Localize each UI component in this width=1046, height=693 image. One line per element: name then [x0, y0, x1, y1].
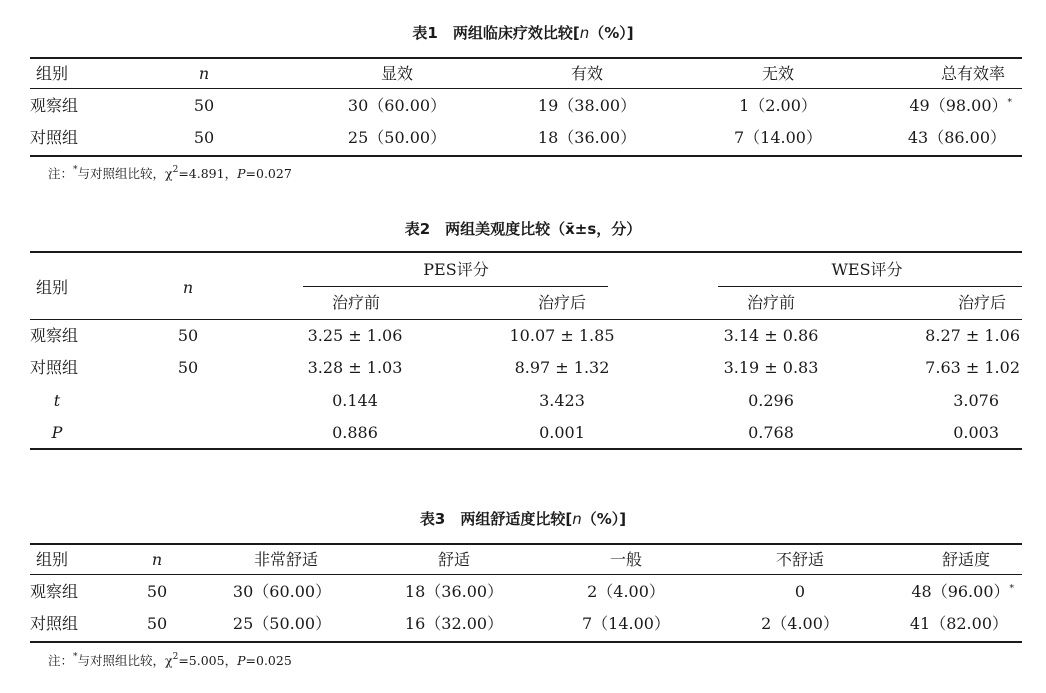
table2-cell: 3.14 ± 0.86	[723, 326, 819, 345]
table2-header-wes-before: 治疗前	[746, 293, 796, 312]
table3-note: 注：*与对照组比较，$\chi^2=5.005$，P=0.025	[48, 652, 292, 668]
table3-caption: 表3 两组舒适度比较[n（%）]	[419, 510, 627, 528]
table3-cell: 18（36.00）	[404, 582, 504, 601]
table2-cell: 3.423	[539, 391, 585, 410]
table1-cell: 30（60.00）	[347, 96, 447, 115]
table3-cell: 观察组	[30, 582, 79, 601]
significance-mark: *	[1007, 98, 1012, 108]
table2-wes-span-rule	[718, 286, 1022, 287]
table3-top-rule	[30, 543, 1022, 545]
table1-header-rule	[30, 88, 1022, 89]
table2-cell: 0.886	[332, 423, 378, 442]
table1-header-marked: 显效	[380, 64, 414, 83]
table3-header-uncomfortable: 不舒适	[775, 550, 825, 569]
table1-cell: 18（36.00）	[537, 128, 637, 147]
table1-header-total: 总有效率	[940, 64, 1005, 83]
table2-caption: 表2 两组美观度比较（x̄±s，分）	[404, 220, 642, 238]
table1-cell: 43（86.00）	[907, 128, 1006, 147]
table2-header-group: 组别	[36, 278, 69, 297]
table3-cell: 41（82.00）	[909, 614, 1008, 633]
table2-bottom-rule	[30, 448, 1022, 450]
table1-cell: 对照组	[30, 128, 79, 147]
table3-header-rule	[30, 574, 1022, 575]
table2-header-rule	[30, 319, 1022, 320]
table2-cell: 3.28 ± 1.03	[307, 358, 403, 377]
table3-cell: 7（14.00）	[582, 614, 670, 633]
table1-caption: 表1 两组临床疗效比较[n（%）]	[412, 24, 634, 42]
table2-cell: 3.25 ± 1.06	[307, 326, 403, 345]
table3-bottom-rule	[30, 641, 1022, 643]
table2-header-pes: PES评分	[423, 260, 489, 279]
table1-cell: 25（50.00）	[347, 128, 447, 147]
table2-cell: 0.768	[748, 423, 794, 442]
table2-cell: 0.296	[748, 391, 794, 410]
table3-header-comfort-rate: 舒适度	[941, 550, 991, 569]
table3-cell: 48（96.00）*	[911, 582, 1014, 601]
table1-top-rule	[30, 57, 1022, 59]
table3-header-comfortable: 舒适	[437, 550, 471, 569]
table2-cell: 3.076	[953, 391, 999, 410]
table2-cell: 0.001	[539, 423, 585, 442]
table1-header-ineffective: 无效	[761, 64, 795, 83]
table1-cell: 7（14.00）	[734, 128, 822, 147]
table3-cell: 2（4.00）	[587, 582, 665, 601]
table3-cell: 2（4.00）	[761, 614, 839, 633]
table1-header-effective: 有效	[570, 64, 604, 83]
table1-cell: 50	[193, 96, 215, 115]
table3-header-very-comfortable: 非常舒适	[253, 550, 319, 569]
table2-header-wes: WES评分	[831, 260, 903, 279]
table2-cell: 对照组	[30, 358, 79, 377]
table3-header-n: n	[151, 550, 163, 569]
table2-header-pes-after: 治疗后	[537, 293, 587, 312]
table2-cell: 0.144	[332, 391, 378, 410]
table3-header-average: 一般	[609, 550, 643, 569]
table2-pes-span-rule	[303, 286, 608, 287]
table1-note: 注：*与对照组比较，$\chi^2=4.891$，P=0.027	[48, 165, 292, 181]
table2-cell: 50	[177, 358, 199, 377]
table2-stat-label: P	[51, 423, 63, 442]
table2-header-pes-before: 治疗前	[331, 293, 381, 312]
table2-top-rule	[30, 251, 1022, 253]
table2-cell: 8.27 ± 1.06	[925, 326, 1020, 345]
table1-header-n: n	[198, 64, 210, 83]
table2-cell: 0.003	[953, 423, 999, 442]
table3-cell: 16（32.00）	[404, 614, 504, 633]
table3-cell: 50	[146, 582, 168, 601]
table2-cell: 7.63 ± 1.02	[925, 358, 1020, 377]
table3-cell: 0	[794, 582, 806, 601]
table3-cell: 30（60.00）	[232, 582, 332, 601]
table2-header-n: n	[182, 278, 194, 297]
table3-cell: 50	[146, 614, 168, 633]
table2-cell: 3.19 ± 0.83	[723, 358, 819, 377]
table2-stat-label: t	[53, 391, 61, 410]
table3-cell: 25（50.00）	[232, 614, 332, 633]
table1-header-group: 组别	[36, 64, 69, 83]
table3-header-group: 组别	[36, 550, 69, 569]
table2-header-wes-after: 治疗后	[957, 293, 1006, 312]
table1-cell: 19（38.00）	[537, 96, 637, 115]
table1-bottom-rule	[30, 155, 1022, 157]
table2-cell: 10.07 ± 1.85	[509, 326, 615, 345]
table2-cell: 50	[177, 326, 199, 345]
table1-cell: 观察组	[30, 96, 79, 115]
table1-cell: 49（98.00）*	[909, 96, 1012, 115]
table2-cell: 观察组	[30, 326, 79, 345]
table1-cell: 1（2.00）	[739, 96, 817, 115]
table2-cell: 8.97 ± 1.32	[514, 358, 610, 377]
significance-mark: *	[1009, 584, 1014, 594]
table3-cell: 对照组	[30, 614, 79, 633]
table1-cell: 50	[193, 128, 215, 147]
